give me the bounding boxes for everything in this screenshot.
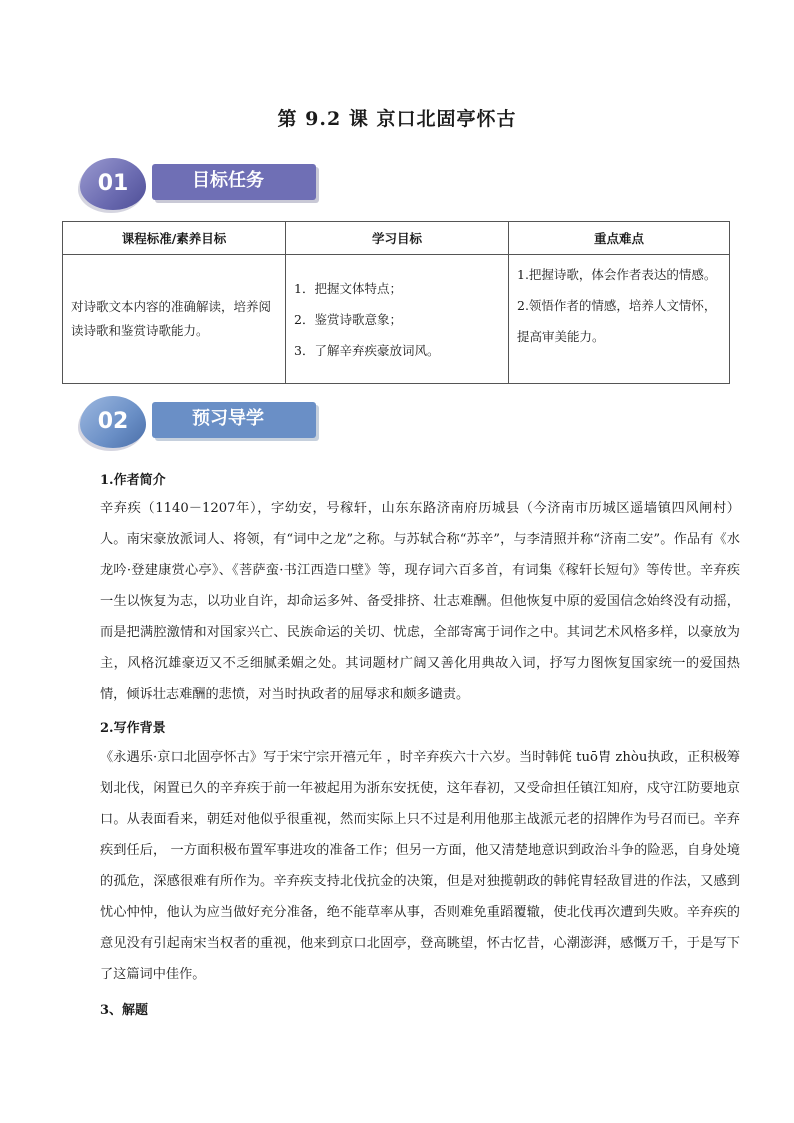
title-explanation-heading: 3、解题 bbox=[100, 1003, 149, 1018]
author-text: 辛弃疾（1140－1207年），字幼安，号稼轩，山东东路济南府历城县（今济南市历城区遥墙镇四风闸村）人。南宋豪放派词人、将领，有“词中之龙”之称。与苏轼合称“苏辛”，与李清照并称“济南二安”。作品有《水龙吟·登建康赏心亭》、《菩萨蛮·书江西造口壁》等，现存词六百多首，有词集《稼轩长短句》等传世。辛弃疾一生以恢复为志，以功业自许，却命运多舛、备受排挤、壮志难酬。但他恢复中原的爱国信念始终没有动摇，而是把满腔激情和对国家兴亡、民族命运的关切、忧虑，全部寄寓于词作之中。其词艺术风格多样，以豪放为主，风格沉雄豪迈又不乏细腻柔媚之处。其词题材广阔又善化用典故入词，抒写力图恢复国家统一的爱国热情，倾诉壮志难酬的悲愤，对当时执政者的屈辱求和颇多谴责。 bbox=[100, 501, 740, 702]
table-row bbox=[63, 255, 730, 384]
list-item: 2．鉴赏诗歌意象； bbox=[294, 311, 402, 327]
page-title: 第 9.2 课 京口北固亭怀古 bbox=[277, 108, 517, 130]
table-header-row bbox=[63, 222, 730, 255]
list-item: 1.把握诗歌，体会作者表达的情感。 bbox=[517, 267, 717, 282]
section-label-goals: 目标任务 bbox=[152, 164, 316, 200]
table-header-cell: 课程标准/素养目标 bbox=[63, 222, 286, 255]
section-label-preview: 预习导学 bbox=[152, 402, 316, 438]
author-paragraph bbox=[100, 493, 740, 710]
table-header-cell: 重点难点 bbox=[509, 222, 730, 255]
table-cell-keypoints bbox=[509, 255, 730, 384]
author-heading: 1.作者简介 bbox=[100, 473, 166, 488]
section-header-preview bbox=[80, 396, 340, 456]
background-paragraph bbox=[100, 742, 740, 990]
goals-table bbox=[62, 221, 730, 384]
table-header-cell: 学习目标 bbox=[286, 222, 509, 255]
table-cell-standard: 对诗歌文本内容的准确解读，培养阅读诗歌和鉴赏诗歌能力。 bbox=[63, 255, 286, 384]
table-cell-objectives bbox=[286, 255, 509, 384]
list-item: 3．了解辛弃疾豪放词风。 bbox=[294, 342, 440, 358]
list-item: 1．把握文体特点； bbox=[294, 280, 402, 296]
background-text: 《永遇乐·京口北固亭怀古》写于宋宁宗开禧元年 ，时辛弃疾六十六岁。当时韩侂 tuō胄 zhòu执政，正积极筹划北伐，闲置已久的辛弃疾于前一年被起用为浙东安抚使，这年春初，又受命担任镇江知府，戍守江防要地京口。从表面看来，朝廷对他似乎很重视，然而实际上只不过是利用他那主战派元老的招牌作为号召而已。辛弃疾到任后， 一方面积极布置军事进攻的准备工作；但另一方面，他又清楚地意识到政治斗争的险恶，自身处境的孤危，深感很难有所作为。辛弃疾支持北伐抗金的决策，但是对独揽朝政的韩侂胄轻敌冒进的作法，又感到忧心忡忡，他认为应当做好充分准备，绝不能草率从事，否则难免重蹈覆辙，使北伐再次遭到失败。辛弃疾的意见没有引起南宋当权者的重视，他来到京口北固亭，登高眺望，怀古忆昔，心潮澎湃，感慨万千，于是写下了这篇词中佳作。 bbox=[100, 750, 740, 982]
section-number-badge: 01 bbox=[80, 158, 146, 210]
section-number-badge: 02 bbox=[80, 396, 146, 448]
list-item: 2.领悟作者的情感，培养人文情怀，提高审美能力。 bbox=[517, 298, 717, 344]
background-heading: 2.写作背景 bbox=[100, 721, 166, 736]
section-header-goals bbox=[80, 158, 340, 218]
